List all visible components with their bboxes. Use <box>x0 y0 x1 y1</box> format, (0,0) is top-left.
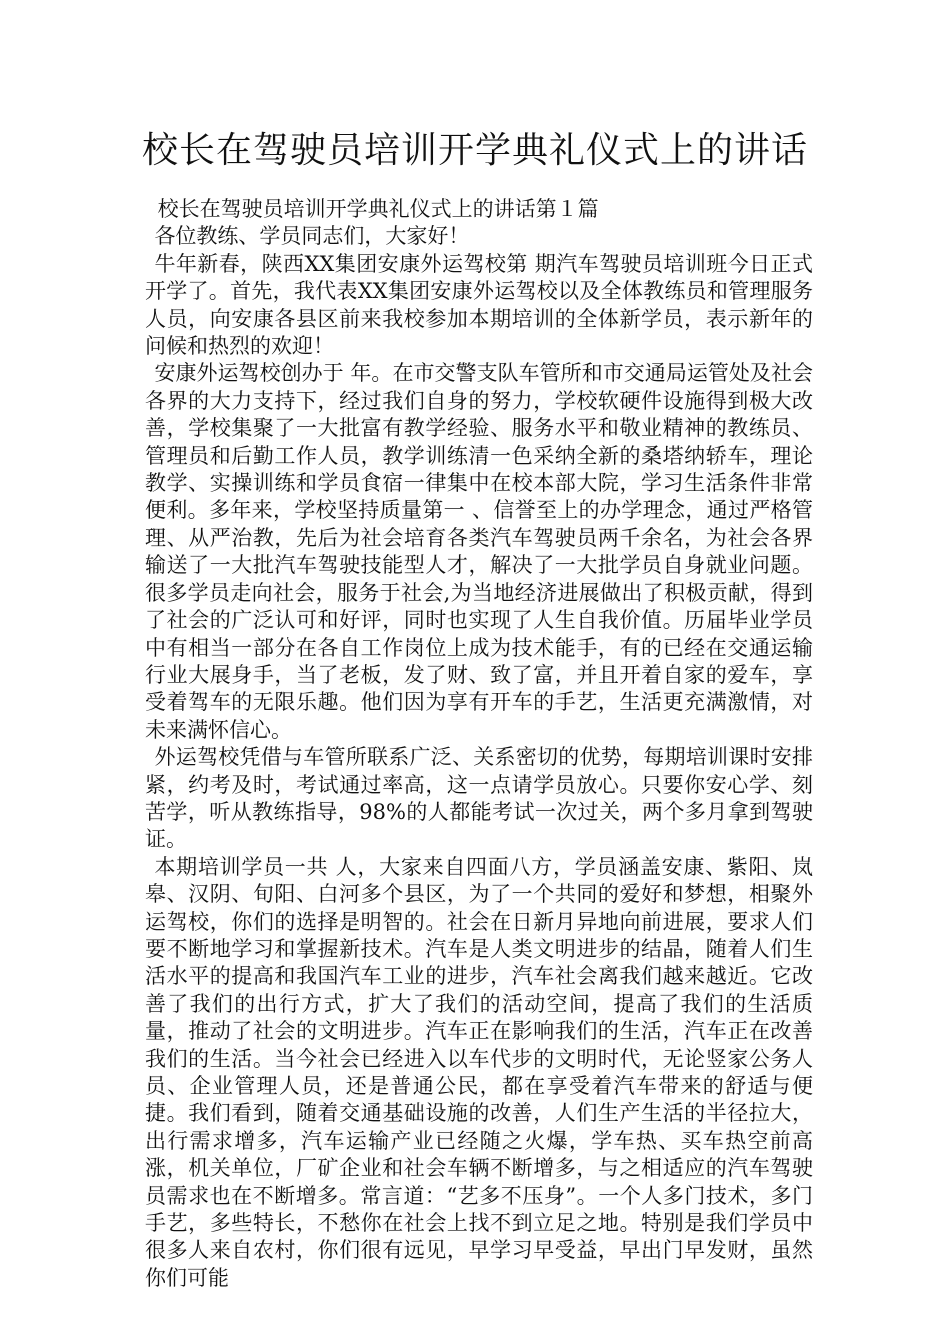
document-title: 校长在驾驶员培训开学典礼仪式上的讲话 <box>141 130 808 171</box>
paragraph-advantages: 外运驾校凭借与车管所联系广泛、关系密切的优势，每期培训课时安排紧，约考及时，考试通过率高，这一点请学员放心。只要你安心学、刻苦学，听从教练指导，98%的人都能考试一次过关，两个多月拿到驾驶证。 <box>145 745 813 852</box>
document-body <box>145 196 813 1292</box>
paragraph-opening: 牛年新春，陕西XX集团安康外运驾校第 期汽车驾驶员培训班今日正式开学了。首先，我代表XX集团安康外运驾校以及全体教练员和管理服务人员，向安康各县区前来我校参加本期培训的全体新学员，表示新年的问候和热烈的欢迎！ <box>145 251 813 359</box>
greeting-line: 各位教练、学员同志们，大家好！ <box>154 224 470 249</box>
paragraph-trainees: 本期培训学员一共 人，大家来自四面八方，学员涵盖安康、紫阳、岚皋、汉阴、旬阳、白河多个县区，为了一个共同的爱好和梦想，相聚外运驾校，你们的选择是明智的。社会在日新月异地向前进展，要求人们要不断地学习和掌握新技术。汽车是人类文明进步的结晶，随着人们生活水平的提高和我国汽车工业的进步，汽车社会离我们越来越近。它改善了我们的出行方式，扩大了我们的活动空间，提高了我们的生活质量，推动了社会的文明进步。汽车正在影响我们的生活，汽车正在改善我们的生活。当今社会已经进入以车代步的文明时代，无论竖家公务人员、企业管理人员，还是普通公民，都在享受着汽车带来的舒适与便捷。我们看到，随着交通基础设施的改善，人们生产生活的半径拉大，出行需求增多，汽车运输产业已经随之火爆，学车热、买车热空前高涨，机关单位，厂矿企业和社会车辆不断增多，与之相适应的汽车驾驶员需求也在不断增多。常言道：“艺多不压身”。一个人多门技术，多门手艺，多些特长，不愁你在社会上找不到立足之地。特别是我们学员中很多人来自农村，你们很有远见，早学习早受益，早出门早发财，虽然你们可能 <box>145 854 813 1290</box>
section-heading: 校长在驾驶员培训开学典礼仪式上的讲话第１篇 <box>157 197 599 221</box>
paragraph-school-history: 安康外运驾校创办于 年。在市交警支队车管所和市交通局运管处及社会各界的大力支持下，经过我们自身的努力，学校软硬件设施得到极大改善，学校集聚了一大批富有教学经验、服务水平和敬业精神的教练员、管理员和后勤工作人员，教学训练清一色采纳全新的桑塔纳轿车，理论教学、实操训练和学员食宿一律集中在校本部大院，学习生活条件非常便利。多年来，学校坚持质量第一 、信誉至上的办学理念，通过严格管理、从严治教，先后为社会培育各类汽车驾驶员两千余名，为社会各界输送了一大批汽车驾驶技能型人才，解决了一大批学员自身就业问题。很多学员走向社会，服务于社会,为当地经济进展做出了积极贡献，得到了社会的广泛认可和好评，同时也实现了人生自我价值。历届毕业学员中有相当一部分在各自工作岗位上成为技术能手，有的已经在交通运输行业大展身手，当了老板，发了财、致了富，并且开着自家的爱车，享受着驾车的无限乐趣。他们因为享有开车的手艺，生活更充满激情，对未来满怀信心。 <box>145 361 813 742</box>
